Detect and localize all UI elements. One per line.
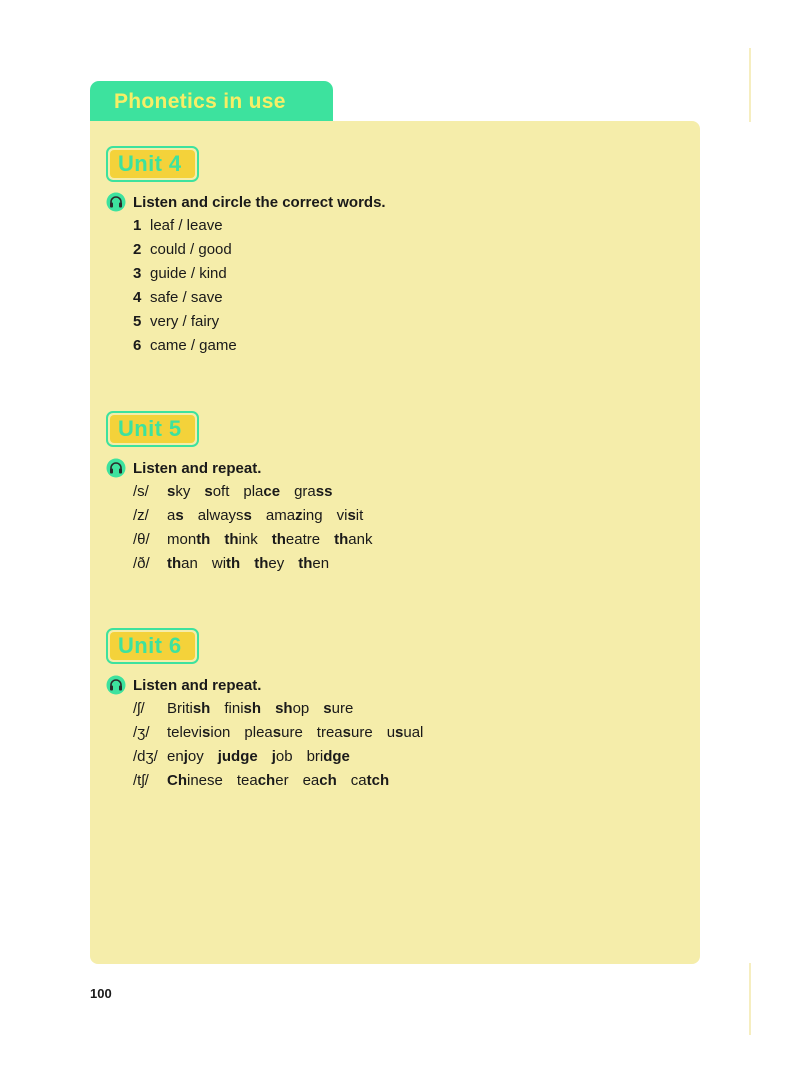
highlighted-sound: s — [167, 483, 176, 500]
example-word: soft — [204, 483, 230, 500]
highlighted-sound: ch — [319, 772, 337, 789]
example-word: alwayss — [197, 507, 252, 524]
example-word: amazing — [265, 507, 323, 524]
highlighted-sound: th — [298, 555, 313, 572]
item-number: 3 — [133, 265, 142, 282]
highlighted-sound: j — [183, 748, 188, 765]
example-word: sure — [323, 700, 354, 717]
example-word: enjoy — [167, 748, 204, 765]
phonetic-row — [133, 747, 364, 767]
unit-6-label: Unit 6 — [118, 633, 182, 658]
highlighted-sound: s — [175, 507, 184, 524]
item-number: 1 — [133, 217, 142, 234]
phonetic-symbol: /ʒ/ — [133, 724, 150, 741]
list-item — [133, 312, 219, 332]
example-word — [218, 748, 258, 765]
highlighted-sound: z — [295, 507, 303, 524]
section-title-tab — [90, 81, 333, 123]
item-text: safe / save — [150, 289, 223, 306]
item-text: could / good — [150, 241, 232, 258]
item-text: came / game — [150, 337, 237, 354]
phonetic-symbol: /dʒ/ — [133, 748, 158, 765]
highlighted-sound: ss — [315, 483, 333, 500]
item-text: guide / kind — [150, 265, 227, 282]
highlighted-sound: sh — [192, 700, 211, 717]
example-word: British — [167, 700, 211, 717]
phonetic-row — [133, 554, 343, 574]
phonetic-row — [133, 482, 346, 502]
highlighted-sound: s — [272, 724, 282, 741]
example-word: pleasure — [244, 724, 303, 741]
example-word: sky — [167, 483, 191, 500]
highlighted-sound: th — [224, 531, 239, 548]
unit-4-instruction — [106, 191, 386, 213]
phonetic-symbol: /s/ — [133, 483, 149, 500]
example-word: job — [271, 748, 293, 765]
phonetic-symbol: /tʃ/ — [133, 772, 149, 789]
unit-6-label-box — [106, 628, 199, 664]
example-word: teacher — [236, 772, 289, 789]
highlighted-sound: ce — [263, 483, 281, 500]
item-number: 4 — [133, 289, 142, 306]
highlighted-sound: th — [167, 555, 182, 572]
highlighted-sound: th — [254, 555, 269, 572]
phonetic-symbol: /θ/ — [133, 531, 150, 548]
example-word: bridge — [306, 748, 350, 765]
highlighted-sound: judge — [217, 748, 258, 765]
highlighted-sound: th — [226, 555, 241, 572]
highlighted-sound: s — [347, 507, 356, 524]
page-edge-line-top — [749, 48, 751, 122]
highlighted-sound: sh — [243, 700, 262, 717]
item-number: 2 — [133, 241, 142, 258]
headphones-icon[interactable] — [106, 192, 126, 212]
example-word: treasure — [316, 724, 373, 741]
highlighted-sound: th — [334, 531, 349, 548]
example-word: finish — [224, 700, 262, 717]
unit-5-instruction-text: Listen and repeat. — [133, 459, 262, 477]
phonetic-row — [133, 699, 367, 719]
example-word: each — [302, 772, 337, 789]
headphones-icon[interactable] — [106, 458, 126, 478]
highlighted-sound: ch — [257, 772, 276, 789]
unit-5-label: Unit 5 — [118, 416, 182, 441]
highlighted-sound: s — [204, 483, 213, 500]
unit-4-label-box — [106, 146, 199, 182]
phonetic-row — [133, 771, 403, 791]
example-word: grass — [294, 483, 333, 500]
unit-5-label-box — [106, 411, 199, 447]
highlighted-sound: th — [196, 531, 211, 548]
phonetic-symbol: /ð/ — [133, 555, 150, 572]
example-word: month — [167, 531, 211, 548]
highlighted-sound: tch — [366, 772, 390, 789]
phonetic-symbol: /ʃ/ — [133, 700, 145, 717]
example-word: theatre — [271, 531, 321, 548]
list-item — [133, 288, 223, 308]
highlighted-sound: s — [202, 724, 211, 741]
page-edge-line-bottom — [749, 963, 751, 1035]
item-number: 5 — [133, 313, 142, 330]
highlighted-sound: s — [395, 724, 404, 741]
highlighted-sound: sh — [275, 700, 293, 717]
example-word: usual — [386, 724, 424, 741]
section-title: Phonetics in use — [114, 90, 286, 113]
example-word: with — [211, 555, 241, 572]
example-word: as — [167, 507, 184, 524]
item-text: very / fairy — [150, 313, 220, 330]
item-number: 6 — [133, 337, 142, 354]
example-word: visit — [336, 507, 364, 524]
highlighted-sound: s — [342, 724, 351, 741]
highlighted-sound: th — [271, 531, 286, 548]
example-word: they — [254, 555, 285, 572]
example-word: shop — [275, 700, 310, 717]
page-number: 100 — [90, 986, 112, 1001]
example-word: think — [224, 531, 258, 548]
unit-4-instruction-text: Listen and circle the correct words. — [133, 193, 386, 211]
example-word: than — [167, 555, 198, 572]
phonetic-symbol: /z/ — [133, 507, 149, 524]
unit-4-label: Unit 4 — [118, 151, 182, 176]
highlighted-sound: s — [243, 507, 252, 524]
unit-5-instruction — [106, 457, 261, 479]
item-text: leaf / leave — [150, 217, 223, 234]
example-word: television — [167, 724, 231, 741]
highlighted-sound: Ch — [167, 772, 187, 789]
list-item — [133, 336, 237, 356]
list-item — [133, 240, 232, 260]
list-item — [133, 216, 223, 236]
phonetic-row — [133, 723, 437, 743]
highlighted-sound: s — [323, 700, 332, 717]
phonetic-row — [133, 530, 386, 550]
list-item — [133, 264, 227, 284]
example-word: catch — [350, 772, 390, 789]
example-word: then — [298, 555, 330, 572]
example-word: place — [243, 483, 281, 500]
unit-6-instruction-text: Listen and repeat. — [133, 676, 262, 694]
unit-6-instruction — [106, 674, 261, 696]
highlighted-sound: j — [271, 748, 276, 765]
phonetic-row — [133, 506, 377, 526]
example-word: thank — [334, 531, 373, 548]
headphones-icon[interactable] — [106, 675, 126, 695]
example-word: Chinese — [167, 772, 223, 789]
highlighted-sound: dge — [323, 748, 350, 765]
